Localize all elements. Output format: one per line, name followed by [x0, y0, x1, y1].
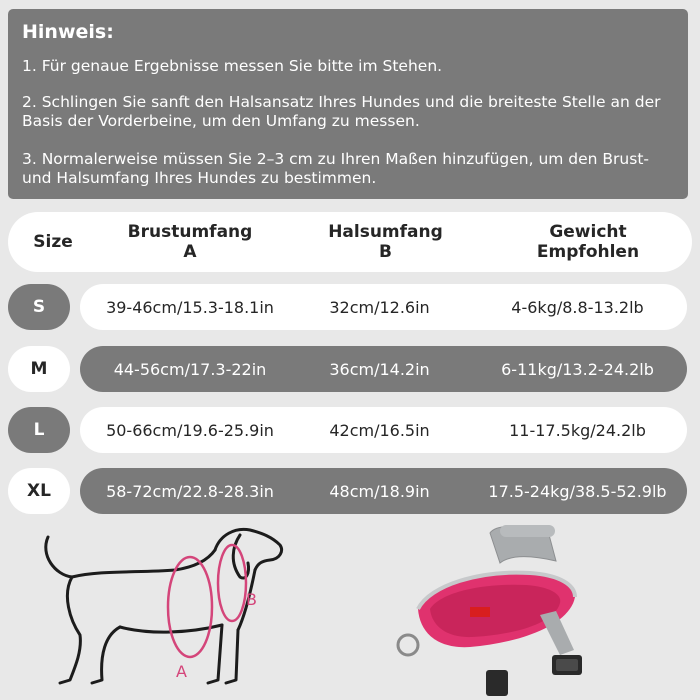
weight-value: 17.5-24kg/38.5-52.9lb [488, 481, 667, 501]
header-chest-label: Brustumfang [127, 222, 253, 242]
chest-value: 44-56cm/17.3-22in [113, 359, 267, 379]
table-row [80, 407, 687, 453]
row-size-m [8, 346, 70, 392]
size-label: L [33, 420, 45, 440]
header-neck-label: Halsumfang [328, 222, 443, 242]
chest-value: 58-72cm/22.8-28.3in [106, 481, 274, 501]
hint-line-2: 2. Schlingen Sie sanft den Halsansatz Ihres Hundes und die breiteste Stelle an der Basis der Vorderbeine, um den Umfang zu messen. [22, 93, 661, 130]
size-label: M [30, 359, 48, 379]
chest-ring-icon [168, 557, 212, 657]
label-a: A [176, 662, 187, 681]
header-weight-label: Gewicht [549, 222, 627, 242]
table-row [80, 284, 687, 330]
header-weight-sub: Empfohlen [536, 242, 640, 262]
hint-line-1: 1. Für genaue Ergebnisse messen Sie bitte im Stehen. [22, 57, 443, 75]
header-weight [498, 212, 678, 272]
header-neck [308, 212, 463, 272]
size-table-header [8, 212, 692, 272]
neck-value: 36cm/14.2in [329, 359, 430, 379]
hint-line-3: 3. Normalerweise müssen Sie 2–3 cm zu Ihren Maßen hinzufügen, um den Brust- und Halsumfang Ihres Hundes zu bestimmen. [22, 150, 650, 187]
header-neck-letter: B [379, 242, 392, 262]
hint-box [8, 9, 688, 199]
row-size-l [8, 407, 70, 453]
weight-value: 4-6kg/8.8-13.2lb [511, 297, 644, 317]
header-chest-letter: A [183, 242, 197, 262]
neck-value: 32cm/12.6in [329, 297, 430, 317]
weight-value: 11-17.5kg/24.2lb [509, 420, 646, 440]
weight-value: 6-11kg/13.2-24.2lb [501, 359, 654, 379]
neck-value: 42cm/16.5in [329, 420, 430, 440]
size-label: S [32, 297, 46, 317]
neck-value: 48cm/18.9in [329, 481, 430, 501]
chest-value: 50-66cm/19.6-25.9in [106, 420, 274, 440]
size-label: XL [27, 481, 51, 501]
header-size [8, 212, 98, 272]
illustration [0, 515, 700, 700]
chest-value: 39-46cm/15.3-18.1in [106, 297, 274, 317]
table-row [80, 346, 687, 392]
label-b: B [246, 590, 257, 609]
header-size-label: Size [33, 232, 73, 252]
harness-icon [398, 525, 582, 696]
table-row [80, 468, 687, 514]
header-chest [100, 212, 280, 272]
hint-title: Hinweis: [22, 21, 114, 43]
row-size-s [8, 284, 70, 330]
row-size-xl [8, 468, 70, 514]
